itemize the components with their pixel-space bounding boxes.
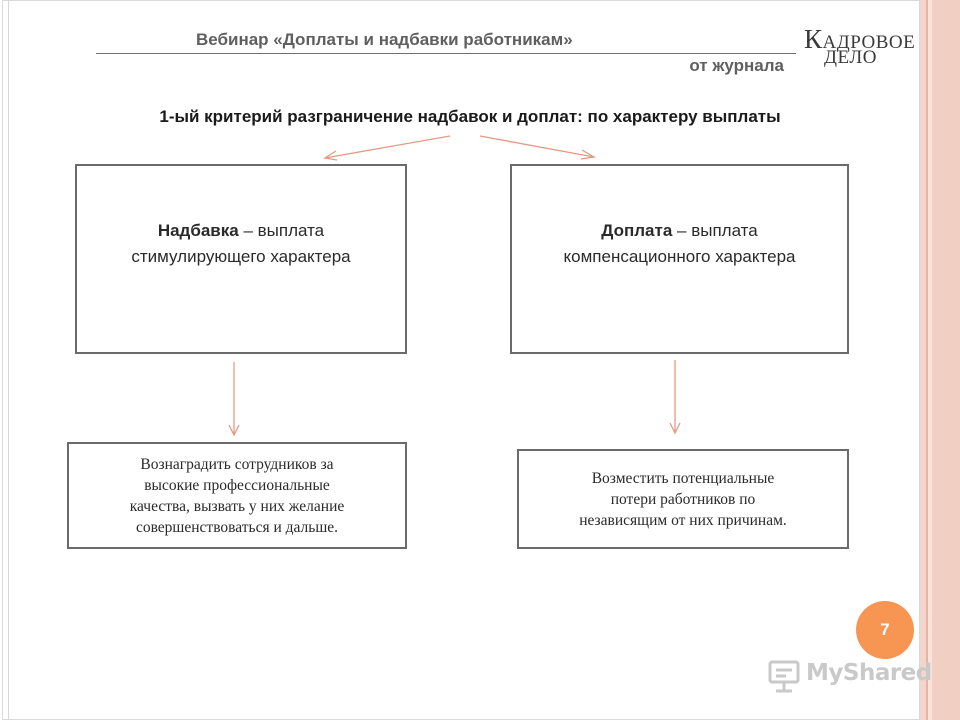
allowance-rest: – выплата (238, 221, 325, 240)
allowance-definition (131, 218, 350, 270)
allowance-goal-text (130, 454, 345, 538)
allowance-line2: стимулирующего характера (131, 247, 351, 266)
allowance-goal-line: Вознаградить сотрудников за (140, 455, 334, 473)
allowance-goal-line: высокие профессиональные (144, 476, 330, 494)
page-number-badge: 7 (856, 601, 914, 659)
supplement-line2: компенсационного характера (563, 247, 796, 266)
logo-line2: ДЕЛО (824, 47, 877, 68)
myshared-watermark (766, 656, 932, 696)
webinar-title: Вебинар «Доплаты и надбавки работникам» (96, 28, 796, 54)
frame-left-rule (8, 0, 9, 720)
allowance-goal-box (67, 442, 407, 549)
supplement-goal-box (517, 449, 849, 549)
supplement-rest: – выплата (672, 221, 758, 240)
allowance-goal-line: совершенствоваться и дальше. (135, 518, 339, 536)
kadrovoe-delo-logo (804, 24, 916, 72)
logo-initial: К (804, 24, 823, 54)
allowance-box (75, 164, 407, 354)
supplement-goal-line: Возместить потенциальные (591, 469, 775, 487)
supplement-definition (564, 218, 796, 270)
supplement-goal-line: независящим от них причинам. (579, 511, 787, 529)
webinar-subtitle: от журнала (689, 56, 784, 75)
allowance-term: Надбавка (157, 221, 239, 240)
criterion-heading: 1-ый критерий разграничение надбавок и доплат: по характеру выплаты (159, 107, 781, 126)
supplement-goal-text (579, 468, 787, 531)
watermark-text: MyShared (806, 660, 932, 686)
decorative-band (932, 0, 960, 720)
allowance-goal-line: качества, вызвать у них желание (129, 497, 345, 515)
supplement-term: Доплата (601, 221, 673, 240)
presentation-icon (766, 658, 802, 694)
supplement-box (510, 164, 849, 354)
logo-line1-rest: АДРОВОЕ (822, 32, 916, 53)
supplement-goal-line: потери работников по (610, 490, 756, 508)
